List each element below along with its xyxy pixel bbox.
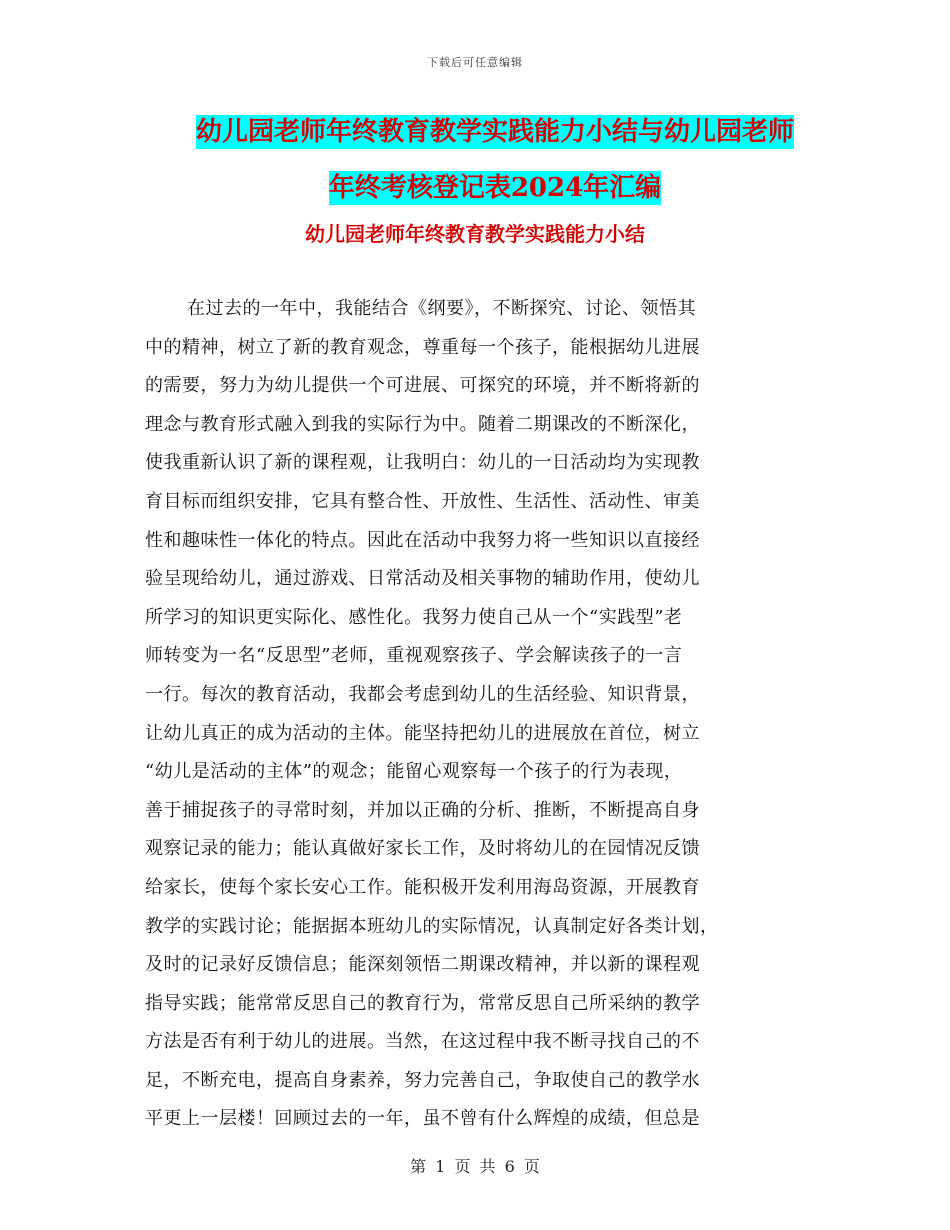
body-line: 的需要，努力为幼儿提供一个可进展、可探究的环境，并不断将新的 [145, 375, 700, 397]
body-line: 所学习的知识更实际化、感性化。我努力使自己从一个“实践型”老 [145, 606, 683, 628]
body-line: 观察记录的能力；能认真做好家长工作，及时将幼儿的在园情况反馈 [145, 838, 700, 860]
title-line-1-text: 幼儿园老师年终教育教学实践能力小结与幼儿园老师 [196, 117, 795, 147]
body-line: 方法是否有利于幼儿的进展。当然，在这过程中我不断寻找自己的不 [145, 1031, 700, 1053]
body-line: 指导实践；能常常反思自己的教育行为，常常反思自己所采纳的教学 [145, 992, 700, 1014]
body-line: 性和趣味性一体化的特点。因此在活动中我努力将一些知识以直接经 [145, 529, 700, 551]
page-footer: 第 1 页 共 6 页 [410, 1157, 540, 1176]
body-line: 师转变为一名“反思型”老师，重视观察孩子、学会解读孩子的一言 [145, 645, 683, 667]
body-line: 给家长，使每个家长安心工作。能积极开发利用海岛资源，开展教育 [145, 876, 700, 898]
body-line: 在过去的一年中，我能结合《纲要》，不断探究、讨论、领悟其 [187, 298, 696, 319]
header-note: 下载后可任意编辑 [427, 56, 523, 69]
body-line: “幼儿是活动的主体”的观念；能留心观察每一个孩子的行为表现， [145, 761, 683, 783]
body-line: 育目标而组织安排，它具有整合性、开放性、生活性、活动性、审美 [145, 490, 700, 512]
title-line-1 [150, 104, 840, 160]
body-line: 理念与教育形式融入到我的实际行为中。随着二期课改的不断深化， [145, 413, 700, 435]
body-line: 足，不断充电，提高自身素养，努力完善自己，争取使自己的教学水 [145, 1069, 700, 1091]
body-line: 中的精神，树立了新的教育观念，尊重每一个孩子，能根据幼儿进展 [145, 336, 700, 358]
title-line-2-text: 年终考核登记表2024年汇编 [328, 173, 662, 203]
body-line: 使我重新认识了新的课程观，让我明白：幼儿的一日活动均为实现教 [145, 452, 700, 474]
body-line: 及时的记录好反馈信息；能深刻领悟二期课改精神，并以新的课程观 [145, 954, 700, 976]
body-line: 让幼儿真正的成为活动的主体。能坚持把幼儿的进展放在首位，树立 [145, 722, 700, 744]
body-line: 善于捕捉孩子的寻常时刻，并加以正确的分析、推断，不断提高自身 [145, 799, 700, 821]
body-text [145, 290, 805, 1139]
body-line: 验呈现给幼儿，通过游戏、日常活动及相关事物的辅助作用，使幼儿 [145, 568, 700, 590]
body-line: 一行。每次的教育活动，我都会考虑到幼儿的生活经验、知识背景， [145, 683, 700, 705]
body-line: 教学的实践讨论；能据据本班幼儿的实际情况，认真制定好各类计划， [145, 915, 719, 937]
title-line-2 [150, 160, 840, 216]
section-title: 幼儿园老师年终教育教学实践能力小结 [305, 222, 645, 246]
document-title [150, 104, 840, 216]
body-line: 平更上一层楼！回顾过去的一年，虽不曾有什么辉煌的成绩，但总是 [145, 1108, 700, 1130]
